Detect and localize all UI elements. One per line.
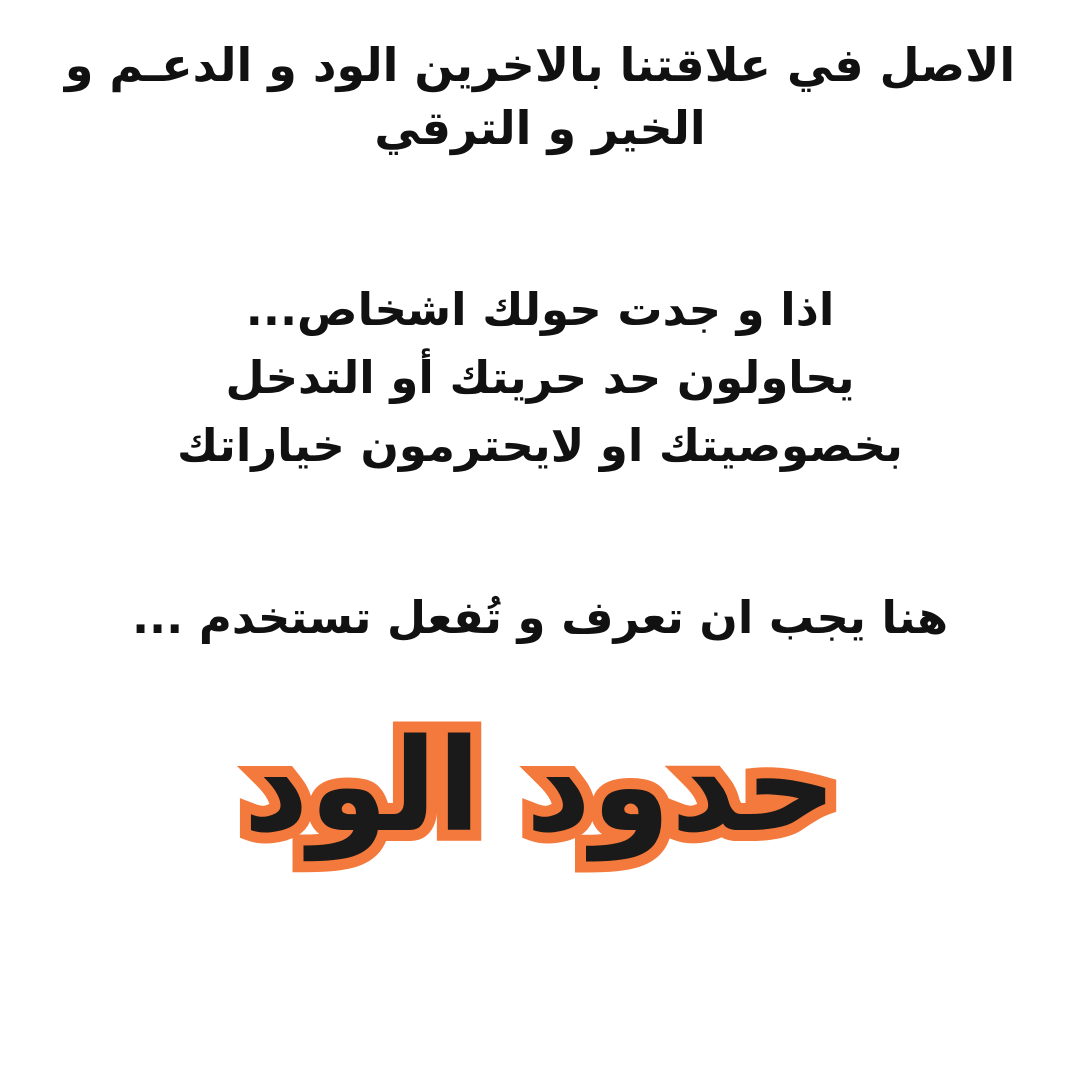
body-line-2: يحاولون حد حريتك أو التدخل	[225, 351, 855, 405]
intro-paragraph: الاصل في علاقتنا بالاخرين الود و الدعـم و الخير و الترقي	[64, 38, 1016, 156]
headline-container	[46, 711, 1034, 864]
headline-text: حدود الود	[243, 712, 837, 862]
body-line-3: بخصوصيتك او لايحترمون خياراتك	[177, 419, 903, 473]
cta-paragraph	[46, 587, 1034, 649]
body-paragraph	[46, 279, 1034, 483]
cta-line-1: هنا يجب ان تعرف و تُفعل تستخدم ...	[131, 591, 949, 645]
body-line-1: اذا و جدت حولك اشخاص...	[245, 282, 835, 336]
